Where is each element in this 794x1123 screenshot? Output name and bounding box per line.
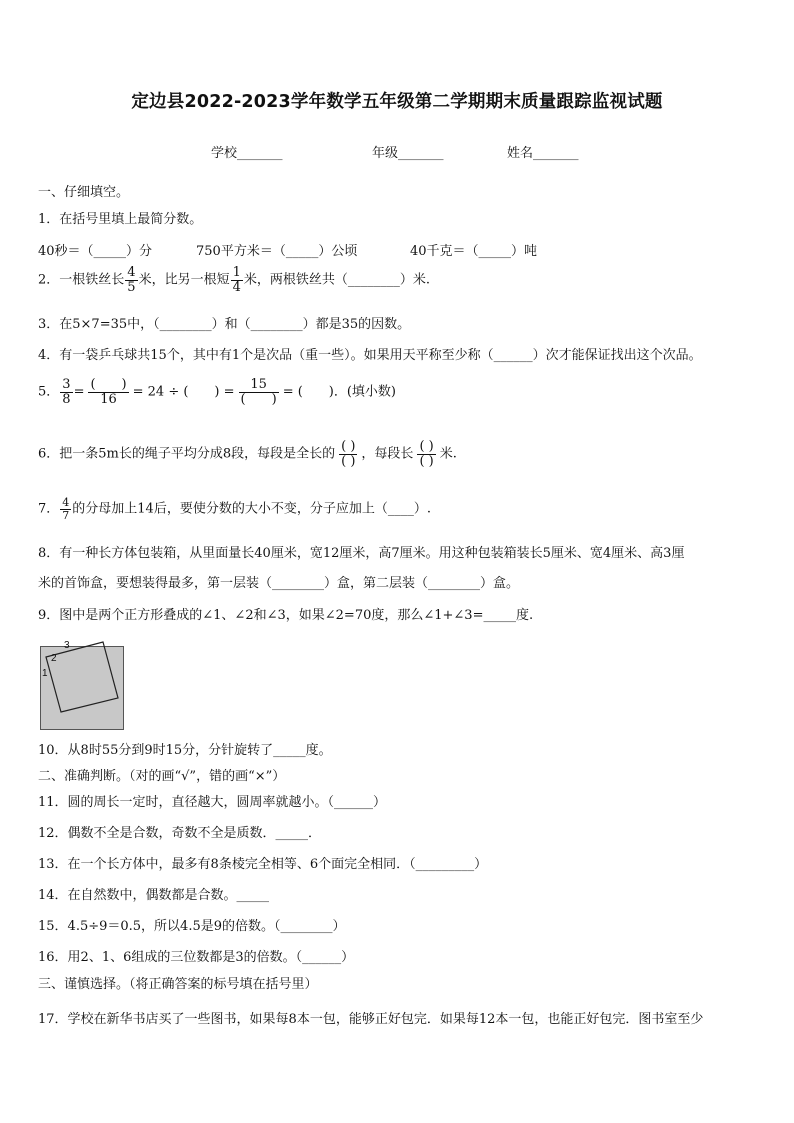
fraction [60,497,71,521]
question-1c: 40千克＝（_____）吨 [410,244,538,259]
question-9: 9．图中是两个正方形叠成的∠1、∠2和∠3，如果∠2=70度，那么∠1+∠3=_____度. [38,608,534,623]
fraction [417,440,435,468]
numerator: 4 [62,496,70,509]
question-6 [38,440,457,468]
denominator: ( ) [419,453,434,469]
equals-sign: = [73,384,85,400]
question-2-mid: 米，比另一根短 [138,272,230,288]
overlapping-squares-figure [40,640,124,730]
question-8-line-1: 8．有一种长方体包装箱，从里面量长40厘米，宽12厘米，高7厘米。用这种包装箱装长5厘米、宽4厘米、高3厘 [38,546,685,561]
fraction [231,266,243,294]
school-field: 学校_______ [211,146,283,161]
section-3-heading: 三、谨慎选择。（将正确答案的标号填在括号里） [38,977,318,992]
question-5-middle: = 24 ÷ ( ) = [132,384,235,400]
question-1b: 750平方米＝（_____）公顷 [196,244,358,259]
angle-3-label: 3 [64,640,70,651]
numerator: ( ) [341,439,356,454]
numerator: 4 [127,265,136,280]
numerator: ( ) [90,377,127,392]
question-5-number: 5． [38,384,60,400]
denominator: ( ) [341,453,356,469]
question-7-text: 的分母加上14后，要使分数的大小不变，分子应加上（____）. [72,501,431,517]
fraction [60,378,72,406]
question-3: 3．在5×7=35中，（________）和（________）都是35的因数。 [38,317,411,332]
question-1a: 40秒＝（_____）分 [38,244,153,259]
name-field: 姓名_______ [507,146,579,161]
question-11: 11．圆的周长一定时，直径越大，圆周率就越小。（______） [38,795,387,810]
fraction [239,378,279,406]
fraction [125,266,137,294]
question-7 [38,497,431,521]
section-1-heading: 一、仔细填空。 [38,185,130,200]
question-6-mid: ，每段长 [361,446,414,462]
question-7-number: 7． [38,501,60,517]
question-1: 1．在括号里填上最简分数。 [38,212,203,227]
question-16: 16．用2、1、6组成的三位数都是3的倍数。（______） [38,950,355,965]
section-2-heading: 二、准确判断。（对的画“√”，错的画“×”） [38,769,286,784]
question-4: 4．有一袋乒乓球共15个，其中有1个是次品（重一些）。如果用天平称至少称（______）次才能保证找出这个次品。 [38,348,702,363]
numerator: ( ) [419,439,434,454]
question-6-post: 米. [439,446,457,462]
denominator: 4 [232,279,241,295]
fraction [339,440,357,468]
question-12: 12．偶数不全是合数，奇数不全是质数．_____． [38,826,322,841]
question-10: 10．从8时55分到9时15分，分针旋转了_____度。 [38,743,332,758]
question-5-end: = ( )．(填小数) [282,384,396,400]
question-2 [38,266,430,294]
question-8-line-2: 米的首饰盒，要想装得最多，第一层装（________）盒，第二层装（________）盒。 [38,576,520,591]
grade-field: 年级_______ [372,146,444,161]
question-2-post: 米，两根铁丝共（________）米. [243,272,430,288]
question-6-pre: 6．把一条5m长的绳子平均分成8段，每段是全长的 [38,446,336,462]
squares-diagram [40,640,124,730]
question-15: 15．4.5÷9＝0.5，所以4.5是9的倍数。（________） [38,919,346,934]
question-14: 14．在自然数中，偶数都是合数。_____ [38,888,270,903]
angle-1-label: 1 [42,668,48,679]
page-title: 定边县2022-2023学年数学五年级第二学期期末质量跟踪监视试题 [131,92,663,112]
fraction [88,378,128,406]
numerator: 3 [62,377,71,392]
denominator: 8 [62,391,71,407]
question-13: 13．在一个长方体中，最多有8条棱完全相等、6个面完全相同．（_________） [38,857,488,872]
numerator: 15 [239,378,279,393]
denominator: 7 [62,508,70,522]
denominator: 16 [100,391,117,407]
question-2-pre: 2．一根铁丝长 [38,272,125,288]
question-17: 17．学校在新华书店买了一些图书，如果每8本一包，能够正好包完．如果每12本一包，也能正好包完．图书室至少 [38,1012,704,1027]
angle-2-label: 2 [51,653,57,664]
question-5 [38,378,396,406]
denominator: ( ) [240,391,277,407]
denominator: 5 [127,279,136,295]
numerator: 1 [232,265,241,280]
